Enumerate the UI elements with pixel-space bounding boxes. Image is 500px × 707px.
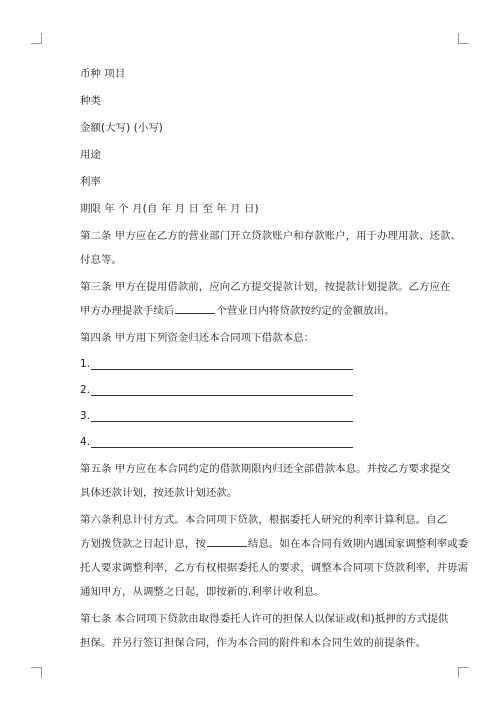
field-amount: 金额(大写) (小写)	[80, 122, 163, 134]
field-rate: 利率	[80, 176, 101, 188]
article7-line2: 担保。并另行签订担保合同，作为本合同的附件和本合同生效的前提条件。	[80, 637, 427, 649]
article3-text-after: 个营业日内将贷款按约定的金额放出。	[216, 305, 395, 317]
crop-mark-top-right	[458, 33, 469, 44]
article6-text-after: 结息。如在本合同有效期内遇国家调整利率或委	[247, 538, 469, 550]
article4-line1: 第四条 甲方用下列资金归还本合同项下借款本息：	[80, 332, 315, 344]
repayment-source-1-number: 1.	[80, 358, 91, 370]
crop-mark-bottom-left	[31, 667, 42, 678]
article7-line1: 第七条 本合同项下贷款由取得委托人许可的担保人以保证或(和)抵押的方式提供	[80, 613, 449, 625]
repayment-source-3-number: 3.	[80, 410, 91, 422]
repayment-source-2-number: 2.	[80, 384, 91, 396]
article3-line1: 第三条 甲方在提用借款前，应向乙方提交提款计划，按提款计划提款。乙方应在	[80, 281, 451, 293]
blank-rule	[91, 447, 353, 448]
blank-rule	[91, 369, 353, 370]
field-currency-item: 币种 项目	[80, 68, 126, 80]
article6-text-before: 方划拨贷款之日起计息，按	[80, 538, 206, 550]
repayment-source-1	[80, 350, 460, 376]
document-body	[80, 62, 469, 655]
article3-text-before: 甲方办理提款手续后	[80, 305, 175, 317]
repayment-source-4	[80, 428, 460, 454]
blank-rule	[91, 395, 353, 396]
crop-mark-top-left	[31, 33, 42, 44]
blank-rule	[91, 421, 353, 422]
repayment-source-3	[80, 402, 460, 428]
field-term: 期限 年 个 月(自 年 月 日 至 年 月 日)	[80, 203, 259, 215]
repayment-source-2	[80, 376, 460, 402]
article5-line1: 第五条 甲方应在本合同约定的借款期限内归还全部借款本息。并按乙方要求提交	[80, 463, 451, 475]
field-type: 种类	[80, 95, 101, 107]
repayment-source-4-number: 4.	[80, 436, 91, 448]
article6-line4: 通知甲方，从调整之日起，即按新的.利率计收利息。	[80, 586, 325, 598]
article2-line2: 付息等。	[80, 254, 122, 266]
article6-line2	[80, 532, 469, 556]
article3-line2	[80, 299, 460, 323]
blank-fill-days	[175, 303, 215, 314]
blank-fill-interest	[207, 536, 247, 547]
article5-line2: 具体还款计划，按还款计划还款。	[80, 487, 238, 499]
field-purpose: 用途	[80, 149, 101, 161]
article6-line3: 托人要求调整利率，乙方有权根据委托人的要求，调整本合同项下贷款利率，并毋需	[80, 562, 469, 574]
article2-line1: 第二条 甲方应在乙方的营业部门开立贷款账户和存款账户，用于办理用款、还款、	[80, 230, 462, 242]
crop-mark-bottom-right	[458, 667, 469, 678]
article6-line1: 第六条利息计付方式。本合同项下贷款，根据委托人研究的利率计算利息。自乙	[80, 514, 448, 526]
